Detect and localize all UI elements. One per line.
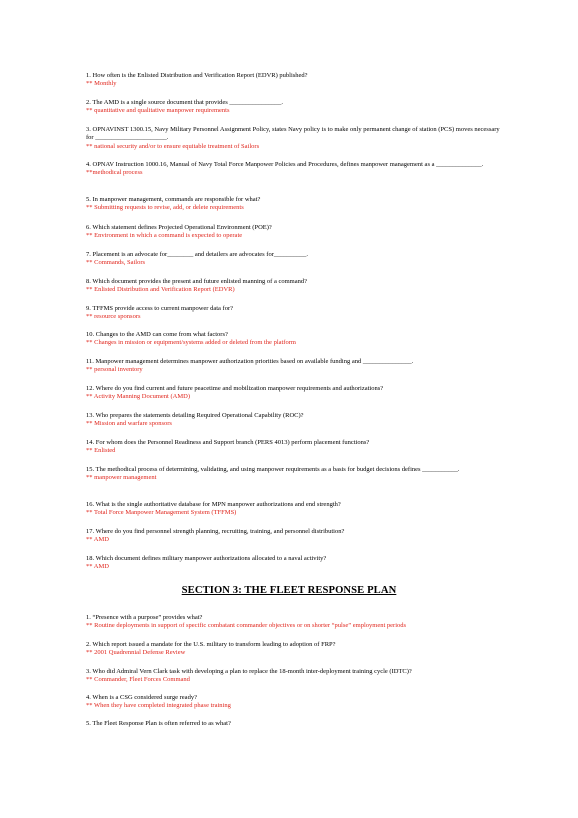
question-text: 6. Which statement defines Projected Operational Environment (POE)? [86,224,272,231]
question-block [86,466,504,483]
question-text: 10. Changes to the AMD can come from what factors? [86,331,228,338]
question-text: 7. Placement is an advocate for________ and detailers are advocates for__________. [86,251,309,258]
question-text: 8. Which document provides the present and future enlisted manning of a command? [86,278,307,285]
question-text: 17. Where do you find personnel strength planning, recruiting, training, and personnel distribution? [86,528,345,535]
question-block [86,224,504,241]
question-block [86,694,504,711]
answer-text: ** Mission and warfare sponsors [86,420,172,428]
answer-text: ** national security and/or to ensure equitable treatment of Sailors [86,142,260,150]
answer-text: ** Enlisted Distribution and Verification Report (EDVR) [86,286,235,294]
question-text: 3. OPNAVINST 1300.15, Navy Military Personnel Assignment Policy, states Navy policy is to make only permanent change of station (PCS) moves necessary for ______________________. [86,126,500,142]
question-text: 16. What is the single authoritative database for MPN manpower authorizations and end strength? [86,501,341,508]
question-block [86,358,504,375]
answer-text: ** AMD [86,536,109,544]
question-block [86,196,504,213]
question-block [86,641,504,658]
question-block [86,126,504,151]
question-text: 15. The methodical process of determining, validating, and using manpower requirements as a basis for budget decisions defines ___________. [86,466,460,473]
answer-text: ** Total Force Manpower Management System (TFFMS) [86,509,237,517]
answer-text: ** Routine deployments in support of specific combatant commander objectives or on shorter “pulse” employment periods [86,622,407,630]
question-text: 4. When is a CSG considered surge ready? [86,694,197,701]
question-block [86,412,504,429]
question-block [86,278,504,295]
answer-text: **methodical process [86,169,143,177]
question-text: 2. Which report issued a mandate for the U.S. military to transform leading to adoption of FRP? [86,641,336,648]
answer-text: ** Commander, Fleet Forces Command [86,676,190,684]
question-block [86,305,504,322]
question-text: 1. “Presence with a purpose” provides what? [86,614,203,621]
answer-text: ** resource sponsors [86,313,141,321]
question-text: 2. The AMD is a single source document that provides ________________. [86,99,284,106]
answer-text: ** Activity Manning Document (AMD) [86,393,190,401]
question-block [86,555,504,572]
question-block [86,528,504,545]
question-text: 14. For whom does the Personnel Readiness and Support branch (PERS 4013) perform placement functions? [86,439,370,446]
answer-text: ** manpower management [86,474,157,482]
question-block [86,99,504,116]
question-text: 5. The Fleet Response Plan is often referred to as what? [86,720,231,727]
question-text: 12. Where do you find current and future peacetime and mobilization manpower requirements and authorizations? [86,385,384,392]
answer-text: ** quantitative and qualitative manpower requirements [86,107,230,115]
question-block [86,161,504,178]
question-text: 1. How often is the Enlisted Distribution and Verification Report (EDVR) published? [86,72,308,79]
question-block [86,668,504,685]
question-block [86,385,504,402]
answer-text: ** personal inventory [86,366,143,374]
question-text: 11. Manpower management determines manpower authorization priorities based on available funding and _______________. [86,358,414,365]
answer-text: ** Environment in which a command is expected to operate [86,232,243,240]
answer-text: ** 2001 Quadrennial Defense Review [86,649,186,657]
answer-text: ** AMD [86,563,109,571]
answer-text: ** When they have completed integrated phase training [86,702,231,710]
question-block [86,72,504,89]
answer-text: ** Commands, Sailors [86,259,146,267]
answer-text: ** Monthly [86,80,117,88]
question-text: 5. In manpower management, commands are responsible for what? [86,196,261,203]
question-text: 9. TFFMS provide access to current manpower data for? [86,305,233,312]
question-block [86,439,504,456]
question-text: 3. Who did Admiral Vern Clark task with developing a plan to replace the 18-month inter-deployment training cycle (IDTC)? [86,668,412,675]
question-block [86,720,504,728]
question-text: 13. Who prepares the statements detailing Required Operational Capability (ROC)? [86,412,304,419]
question-text: 18. Which document defines military manpower authorizations allocated to a naval activity? [86,555,327,562]
question-block [86,251,504,268]
answer-text: ** Changes in mission or equipment/systems added or deleted from the platform [86,339,296,347]
question-block [86,331,504,348]
question-text: 4. OPNAV Instruction 1000.16, Manual of Navy Total Force Manpower Policies and Procedures, defines manpower management as a ______________. [86,161,484,168]
answer-text: ** Enlisted [86,447,116,455]
answer-text: ** Submitting requests to revise, add, or delete requirements [86,204,244,212]
section-title: SECTION 3: THE FLEET RESPONSE PLAN [181,585,397,596]
question-block [86,501,504,518]
question-block [86,614,504,631]
